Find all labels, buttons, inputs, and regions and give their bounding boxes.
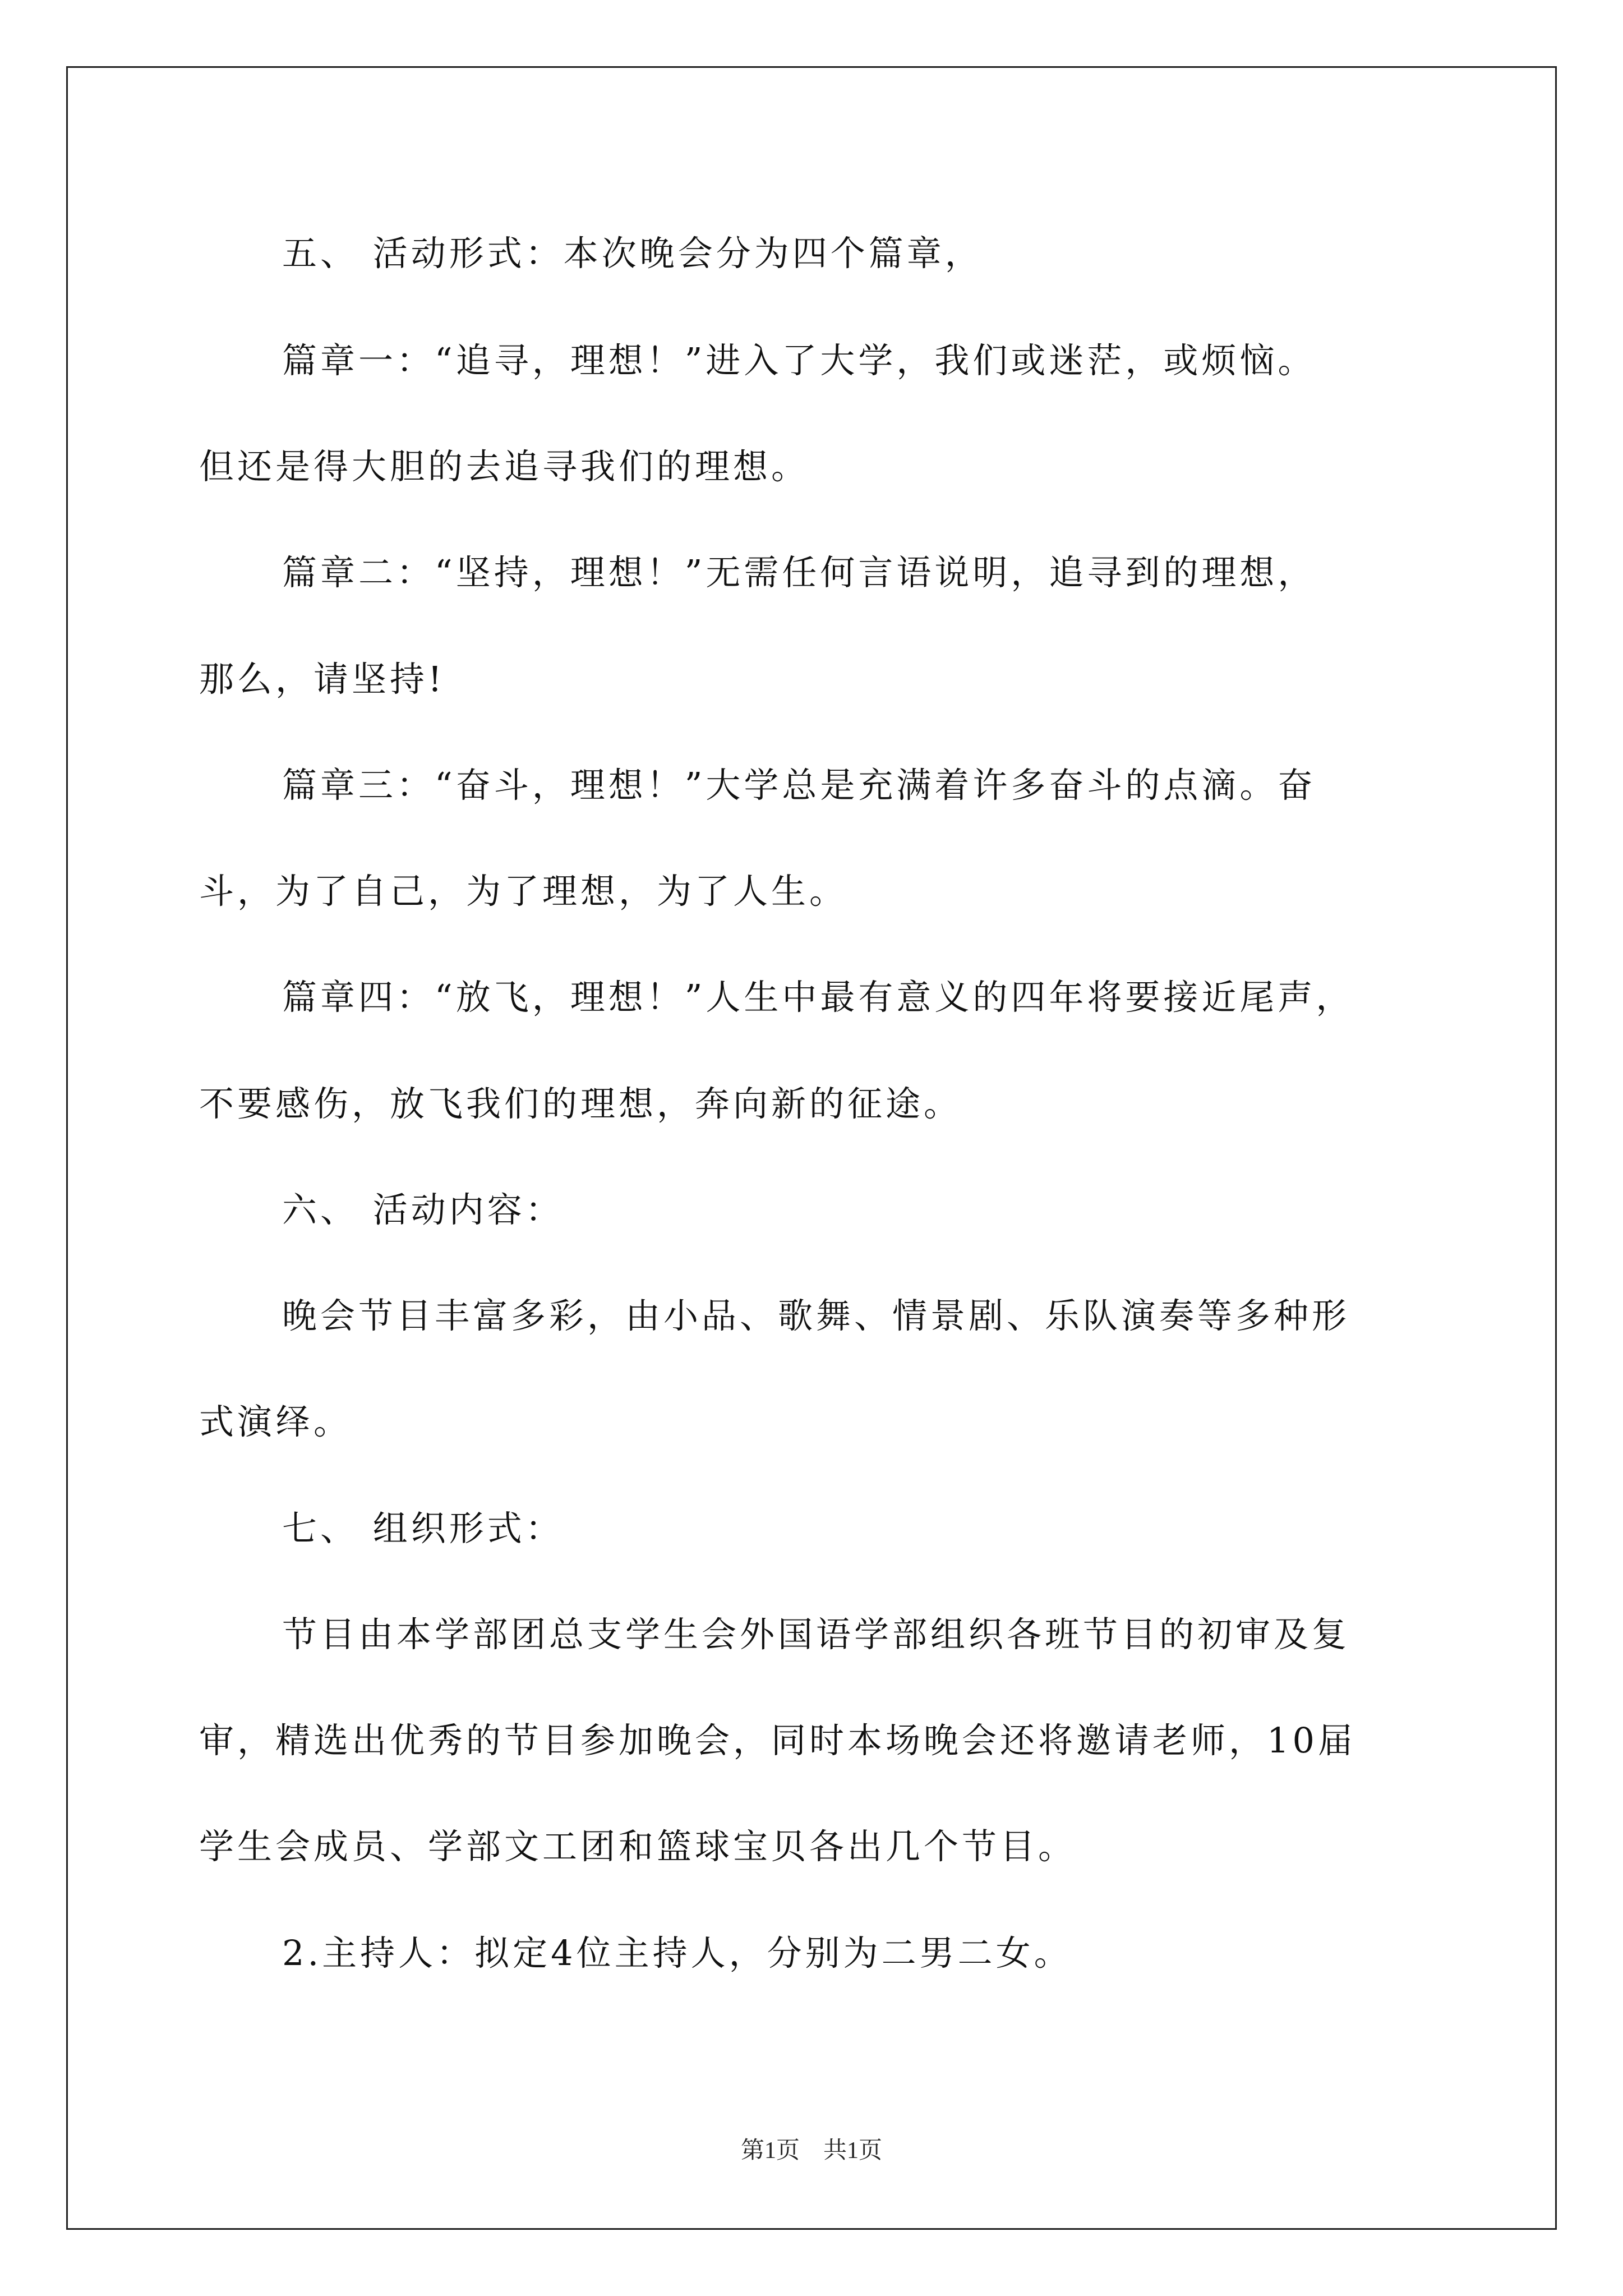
page-footer: 第1页 共1页: [740, 2138, 882, 2164]
paragraph-line-host: 2.主持人：拟定4位主持人，分别为二男二女。: [282, 1932, 1072, 1973]
paragraph-line: 那么，请坚持!: [199, 659, 445, 700]
section-heading-organization-form: 七、 组织形式：: [282, 1508, 564, 1549]
paragraph-line: 学生会成员、学部文工团和篮球宝贝各出几个节目。: [199, 1826, 1077, 1867]
paragraph-line: 审，精选出优秀的节目参加晚会，同时本场晚会还将邀请老师，10届: [199, 1720, 1356, 1761]
paragraph-line: 式演绎。: [199, 1401, 352, 1442]
paragraph-line: 不要感伤，放飞我们的理想，奔向新的征途。: [199, 1083, 962, 1124]
paragraph-line: 篇章四：“放飞，理想！”人生中最有意义的四年将要接近尾声，: [282, 977, 1354, 1018]
paragraph-line: 晚会节目丰富多彩，由小品、歌舞、情景剧、乐队演奏等多种形: [282, 1295, 1350, 1336]
section-heading-activity-form: 五、 活动形式：本次晚会分为四个篇章，: [282, 233, 983, 274]
paragraph-line: 节目由本学部团总支学生会外国语学部组织各班节目的初审及复: [282, 1614, 1350, 1655]
section-heading-activity-content: 六、 活动内容：: [282, 1189, 564, 1230]
paragraph-line: 篇章二：“坚持，理想！”无需任何言语说明，追寻到的理想，: [282, 552, 1316, 593]
paragraph-line: 篇章一：“追寻，理想！”进入了大学，我们或迷茫，或烦恼。: [282, 340, 1316, 381]
paragraph-line: 篇章三：“奋斗，理想！”大学总是充满着许多奋斗的点滴。奋: [282, 765, 1316, 806]
paragraph-line: 但还是得大胆的去追寻我们的理想。: [199, 446, 810, 487]
page-border: [66, 66, 1557, 2230]
paragraph-line: 斗，为了自己，为了理想，为了人生。: [199, 871, 848, 912]
